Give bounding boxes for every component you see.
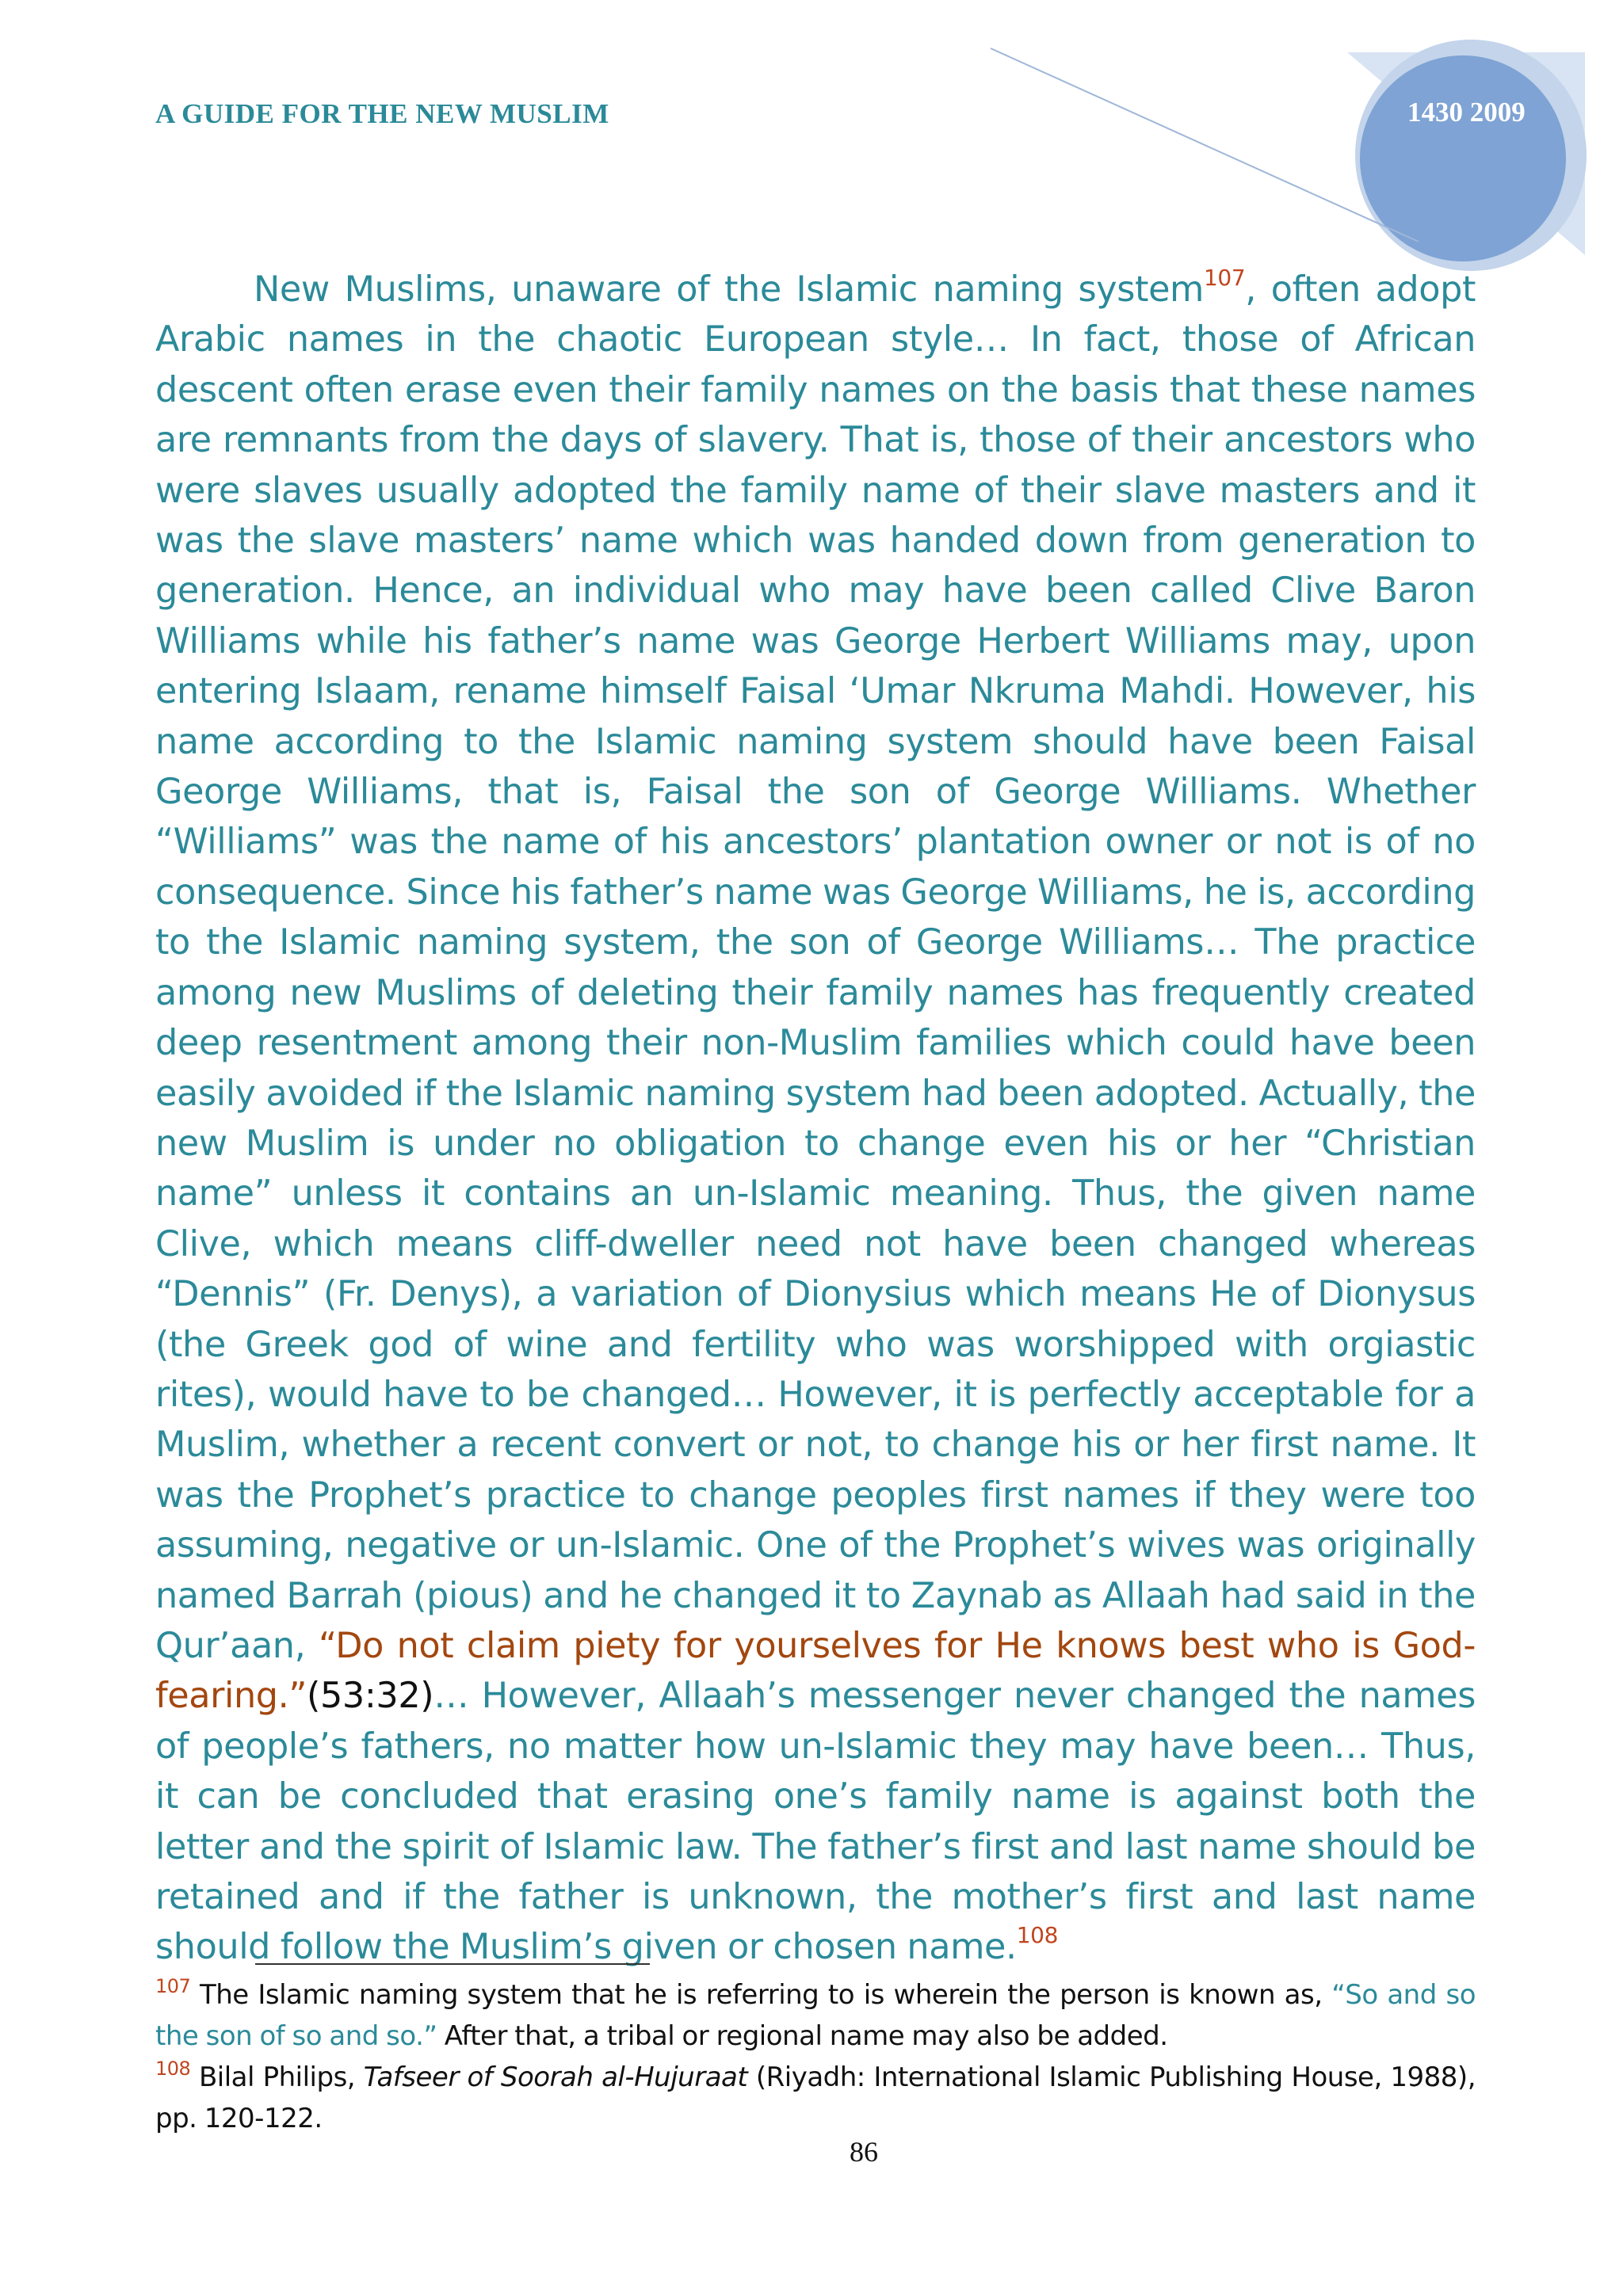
footnote-text: After that, a tribal or regional name may also be added.: [437, 2020, 1168, 2052]
main-paragraph: [155, 265, 1476, 1973]
header-diagonal-line: [991, 48, 1419, 242]
footnote-108: [155, 2057, 1476, 2139]
footnote-separator: [255, 1963, 650, 1965]
footnotes: [155, 1974, 1476, 2139]
footnote-text: The Islamic naming system that he is referring to is wherein the person is known as,: [190, 1979, 1332, 2011]
footnote-ref-108[interactable]: 108: [1016, 1922, 1059, 1949]
body-text-segment: … However, Allaah’s messenger never changed the names of people’s fathers, no matter how un-Islamic they may have been… Thus, it can be concluded that erasing one’s family name is against both the letter and the spirit of Islamic law. The father’s first and last name should be retained and if the father is unknown, the mother’s first and last name should follow the Muslim’s given or chosen name.: [155, 1676, 1476, 1968]
footnote-number: 107: [155, 1975, 191, 1997]
page-number: 86: [850, 2136, 878, 2168]
footnote-107: [155, 1974, 1476, 2057]
body-text-segment: , often adopt Arabic names in the chaotic European style… In fact, those of African descent often erase even their family names on the basis that these names are remnants from the days of slavery. That is, those of their ancestors who were slaves usually adopted the family name of their slave masters and it was the slave masters’ name which was handed down from generation to generation. Hence, an individual who may have been called Clive Baron Williams while his father’s name was George Herbert Williams may, upon entering Islaam, rename himself Faisal ‘Umar Nkruma Mahdi. However, his name according to the Islamic naming system should have been Faisal George Williams, that is, Faisal the son of George Williams. Whether “Williams” was the name of his ancestors’ plantation owner or not is of no consequence. Since his father’s name was George Williams, he is, according to the Islamic naming system, the son of George Williams… The practice among new Muslims of deleting their family names has frequently created deep resentment among their non-Muslim families which could have been easily avoided if the Islamic naming system had been adopted. Actually, the new Muslim is under no obligation to change even his or her “Christian name” unless it contains an un-Islamic meaning. Thus, the given name Clive, which means cliff-dweller need not have been changed whereas “Dennis” (Fr. Denys), a variation of Dionysius which means He of Dionysus (the Greek god of wine and fertility who was worshipped with orgiastic rites), would have to be changed… However, it is perfectly acceptable for a Muslim, whether a recent convert or not, to change his or her first name. It was the Prophet’s practice to change peoples first names if they were too assuming, negative or un-Islamic. One of the Prophet’s wives was originally named Barrah (pious) and he changed it to Zaynab as Allaah had said in the Qur’aan,: [155, 269, 1476, 1666]
running-header-year: 1430 2009: [1407, 97, 1526, 128]
running-header-title: A GUIDE FOR THE NEW MUSLIM: [155, 98, 609, 129]
verse-reference: (53:32): [307, 1676, 434, 1717]
book-title: Tafseer of Soorah al-Hujuraat: [363, 2061, 748, 2093]
header-circle-inner: [1360, 55, 1566, 261]
footnote-number: 108: [155, 2058, 191, 2080]
footnote-text: Bilal Philips,: [190, 2061, 364, 2093]
quran-quote: “Do not claim piety for yourselves for He knows best who is God-fearing.”: [155, 1625, 1476, 1717]
footnote-text: (Riyadh: International Islamic Publishing House, 1988), pp. 120-122.: [155, 2061, 1476, 2134]
body-text-segment: New Muslims, unaware of the Islamic naming system: [254, 269, 1204, 310]
footnote-ref-107[interactable]: 107: [1204, 265, 1246, 291]
footnote-quote: “So and so the son of so and so.”: [155, 1979, 1476, 2052]
